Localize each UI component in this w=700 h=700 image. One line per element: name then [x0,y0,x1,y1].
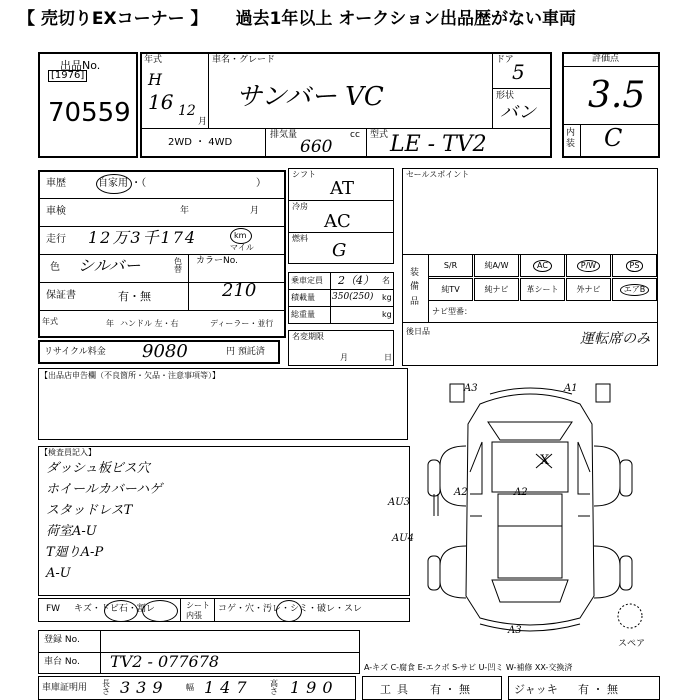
color-no-value: 210 [222,280,257,301]
equip-grid [428,254,658,302]
year-value: 16 [148,90,174,114]
rating-label: 評価点 [592,54,620,64]
spare-label: スペア [618,639,646,649]
name-change-day: 日 [384,353,392,362]
mark-a3-bottom: A3 [508,625,522,636]
history-value: 自家用 ・（ [98,178,147,189]
mark-a2-center: A2 [514,487,528,498]
capacity-label: 乗車定員 [291,276,323,285]
jack-value: 有 ・ 無 [578,683,618,696]
load-unit: kg [382,293,392,302]
reg-label: 登録 No. [44,635,80,645]
equip-item: 革シート [520,278,565,301]
ac-value: AC [324,211,351,232]
width-label: 幅 [186,683,194,692]
recycle-amount: 9080 [142,341,188,362]
title-left: 【 売切りEXコーナー 】 [18,8,208,29]
name-change-label: 名変期限 [292,332,324,341]
rating-score: 3.5 [588,75,646,116]
load-label: 積載量 [291,293,315,302]
interior-label: 内装 [566,128,576,149]
mark-x: X [540,453,550,468]
history-label: 車歴 [46,178,66,189]
mfg-label: 年式 [42,317,58,326]
equip-item: エアB [612,278,657,301]
jack-label: ジャッキ [514,683,558,696]
equip-item: 外ナビ [566,278,611,301]
displacement-label: 排気量 [270,130,298,140]
recycle-unit: 円 預託済 [226,347,265,357]
inspector-note: スタッドレスT [46,503,133,518]
sales-label: セールスポイント [406,170,470,179]
capacity-unit: 名 [382,276,390,285]
title-right: 過去1年以上 オークション出品歴がない車両 [235,8,576,29]
mfg-year: 年 [106,319,114,328]
lot-box [38,52,138,158]
length-label: 長さ [102,679,110,696]
recycle-label: リサイクル料金 [44,347,106,357]
month-unit: 月 [198,117,208,127]
vehicle-name: サンバー VC [236,82,384,112]
inspector-note: ダッシュ板ビス穴 [46,461,150,476]
inspector-note: ホイールカバーハゲ [46,482,163,497]
legend: A-キズ C-腐食 E-エクボ S-サビ U-凹ミ W-補修 XX-交換済 [364,663,573,672]
total-weight-label: 総重量 [291,310,315,319]
mileage-label: 走行 [46,234,66,245]
color-value: シルバー [78,256,141,275]
lot-small-number: [1976] [48,70,87,82]
cert-label: 車庫証明用 [42,683,88,693]
fw-items: キズ・ドビ石・割レ [74,604,155,614]
load-value: 350(250) [332,292,374,302]
drive-type: 2WD ・ 4WD [168,137,233,148]
fuel-value: G [332,240,347,261]
displacement-value: 660 [300,137,333,157]
inspector-note: A-U [46,566,71,581]
door-label: ドア [496,55,514,65]
fuel-label: 燃料 [292,234,308,243]
handle: ハンドル 左・右 [120,319,179,328]
model-value: LE - TV2 [390,132,487,157]
mileage-mile: マイル [230,243,254,252]
name-label: 車名・グレード [212,55,276,65]
shift-label: シフト [292,170,316,179]
length-value: 339 [120,678,169,697]
equip-item: 純TV [428,278,473,301]
chassis-label: 車台 No. [44,657,80,667]
equip-item: 純ナビ [474,278,519,301]
seller-notes-label: 【出品店申告欄（不良箇所・欠品・注意事項等）】 [40,371,220,380]
interior-value: C [604,124,623,152]
ac-label: 冷房 [292,202,308,211]
history-close: ） [256,178,266,189]
mileage-km: km [234,231,247,240]
navi-label: ナビ型番： [432,307,472,316]
month-value: 12 [178,103,196,119]
tools-value: 有 ・ 無 [430,683,470,696]
inspection-year: 年 [180,206,190,216]
after-label: 後日品 [406,327,430,336]
lot-number: 70559 [48,98,131,128]
shape-value: バン [500,102,536,123]
equip-item: 純A/W [474,254,519,277]
color-label: 色 [50,262,60,273]
inspector-note: 荷室A-U [46,524,97,539]
shift-value: AT [330,178,355,199]
seat-label: シート内張 [186,601,210,620]
mark-a1-top: A1 [564,383,578,394]
chassis-value: TV2 - 077678 [110,652,220,671]
warranty-label: 保証書 [46,290,76,301]
name-change-month: 月 [340,353,348,362]
year-label: 年式 [144,55,163,65]
equip-item: PS [612,254,657,277]
mileage-value: 12万3千174 [88,228,198,247]
dealer: ディーラー・並行 [210,319,274,328]
equip-item: P/W [566,254,611,277]
tools-label: 工具 [380,683,414,696]
lot-label: 出品No. [60,59,101,72]
mark-au4: AU4 [392,533,415,544]
page-title [0,2,700,30]
warranty-value: 有・無 [118,290,151,303]
inspection-label: 車検 [46,206,66,217]
equip-label: 装備品 [410,268,420,307]
equip-item: S/R [428,254,473,277]
mark-a3-top: A3 [464,383,478,394]
capacity-value: 2（4） [338,274,374,287]
width-value: 147 [204,678,253,697]
shape-label: 形状 [496,91,515,101]
seat-items: コゲ・穴・汚レ・シミ・破レ・スレ [218,604,363,614]
equip-item: AC [520,254,565,277]
car-diagram [410,376,650,640]
color-change-label: 色替 [174,257,182,274]
door-value: 5 [512,60,525,84]
displacement-unit: cc [350,130,360,140]
inspector-label: 【検査員記入】 [40,448,96,457]
model-label: 型式 [370,130,389,140]
inspection-month: 月 [250,206,260,216]
year-era: H [148,70,162,89]
mark-a2-left: A2 [454,487,468,498]
inspector-note: T廻りA-P [46,545,104,560]
height-label: 高さ [270,679,278,696]
mark-au3: AU3 [388,497,411,508]
fw-label: FW [46,604,61,614]
height-value: 190 [290,678,339,697]
after-note: 運転席のみ [580,331,650,347]
color-no-label: カラーNo. [196,256,238,266]
total-weight-unit: kg [382,310,392,319]
